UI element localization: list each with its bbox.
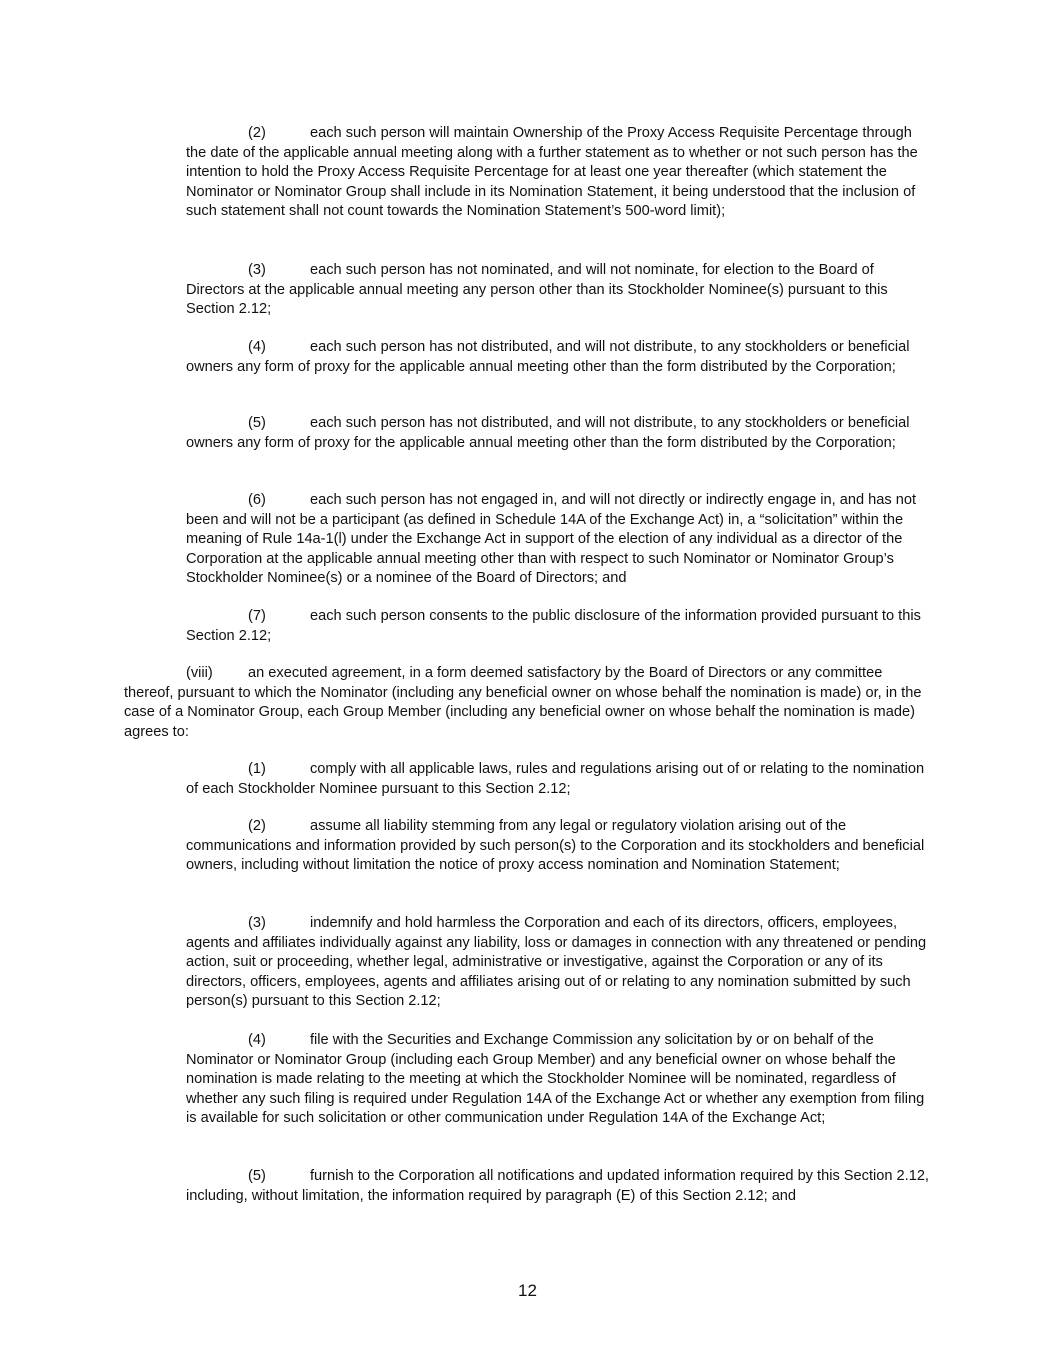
clause-marker: (3): [248, 262, 266, 278]
clause-4-no-proxy-distribution: [186, 338, 934, 377]
clause-text: comply with all applicable laws, rules and regulations arising out of or relating to the nomination of each Stockholder Nominee pursuant to this Section 2.12;: [186, 761, 925, 797]
clause-2-maintain-ownership: [186, 124, 934, 222]
clause-7-public-disclosure: [186, 607, 934, 646]
clause-text: each such person has not distributed, and will not distribute, to any stockholders or beneficial owners any form of proxy for the applicable annual meeting other than the form distributed by the Corporation;: [186, 415, 910, 451]
clause-text: each such person has not nominated, and will not nominate, for election to the Board of Directors at the applicable annual meeting any person other than its Stockholder Nominee(s) pursuant to this Section 2.12;: [186, 262, 888, 318]
clause-marker: (5): [248, 1168, 266, 1184]
clause-6-no-solicitation: [186, 491, 934, 589]
clause-marker: (5): [248, 415, 266, 431]
clause-3-no-other-nominees: [186, 261, 934, 320]
clause-viii-executed-agreement: [124, 664, 934, 742]
clause-5-furnish-information: [186, 1167, 934, 1206]
clause-4-file-with-sec: [186, 1031, 934, 1129]
clause-text: file with the Securities and Exchange Commission any solicitation by or on behalf of the Nominator or Nominator Group (including each Group Member) and any beneficial owner on whose behalf the nomination is made relating to the meeting at which the Stockholder Nominee will be nominated, regardless of whether any such filing is required under Regulation 14A of the Exchange Act or whether any exemption from filing is available for such solicitation or other communication under Regulation 14A of the Exchange Act;: [186, 1032, 925, 1127]
clause-text: an executed agreement, in a form deemed satisfactory by the Board of Directors or any committee thereof, pursuant to which the Nominator (including any beneficial owner on whose behalf the nomination is made) or, in the case of a Nominator Group, each Group Member (including any beneficial owner on whose behalf the nomination is made) agrees to:: [124, 665, 922, 740]
clause-text: assume all liability stemming from any legal or regulatory violation arising out of the communications and information provided by such person(s) to the Corporation and its stockholders and beneficial owners, including without limitation the notice of proxy access nomination and Nomination Statement;: [186, 818, 925, 874]
clause-marker: (3): [248, 915, 266, 931]
clause-2-assume-liability: [186, 817, 934, 876]
clause-marker: (viii): [186, 665, 213, 681]
clause-marker: (7): [248, 608, 266, 624]
clause-1-comply-with-laws: [186, 760, 934, 799]
clause-marker: (4): [248, 1032, 266, 1048]
clause-marker: (2): [248, 818, 266, 834]
clause-text: each such person will maintain Ownership of the Proxy Access Requisite Percentage through the date of the applicable annual meeting along with a further statement as to whether or not such person has the intention to hold the Proxy Access Requisite Percentage for at least one year thereafter (which statement the Nominator or Nominator Group shall include in its Nomination Statement, it being understood that the inclusion of such statement shall not count towards the Nomination Statement’s 500-word limit);: [186, 125, 918, 220]
clause-marker: (1): [248, 761, 266, 777]
clause-3-indemnify: [186, 914, 934, 1012]
page-number: 12: [518, 1281, 537, 1300]
clause-marker: (2): [248, 125, 266, 141]
clause-text: each such person consents to the public disclosure of the information provided pursuant to this Section 2.12;: [186, 608, 921, 644]
clause-text: indemnify and hold harmless the Corporation and each of its directors, officers, employees, agents and affiliates individually against any liability, loss or damages in connection with any threatened or pending action, suit or proceeding, whether legal, administrative or investigative, against the Corporation or any of its directors, officers, employees, agents and affiliates arising out of or relating to any nomination submitted by such person(s) pursuant to this Section 2.12;: [186, 915, 927, 1010]
clause-text: each such person has not distributed, and will not distribute, to any stockholders or beneficial owners any form of proxy for the applicable annual meeting other than the form distributed by the Corporation;: [186, 339, 910, 375]
clause-marker: (6): [248, 492, 266, 508]
clause-marker: (4): [248, 339, 266, 355]
clause-text: furnish to the Corporation all notifications and updated information required by this Section 2.12, including, without limitation, the information required by paragraph (E) of this Section 2.12; and: [186, 1168, 929, 1204]
clause-5-no-proxy-distribution: [186, 414, 934, 453]
clause-text: each such person has not engaged in, and will not directly or indirectly engage in, and has not been and will not be a participant (as defined in Schedule 14A of the Exchange Act) in, a “solicitation” within the meaning of Rule 14a-1(l) under the Exchange Act in support of the election of any individual as a director of the Corporation at the applicable annual meeting other than with respect to such Nominator or Nominator Group’s Stockholder Nominee(s) or a nominee of the Board of Directors; and: [186, 492, 917, 587]
